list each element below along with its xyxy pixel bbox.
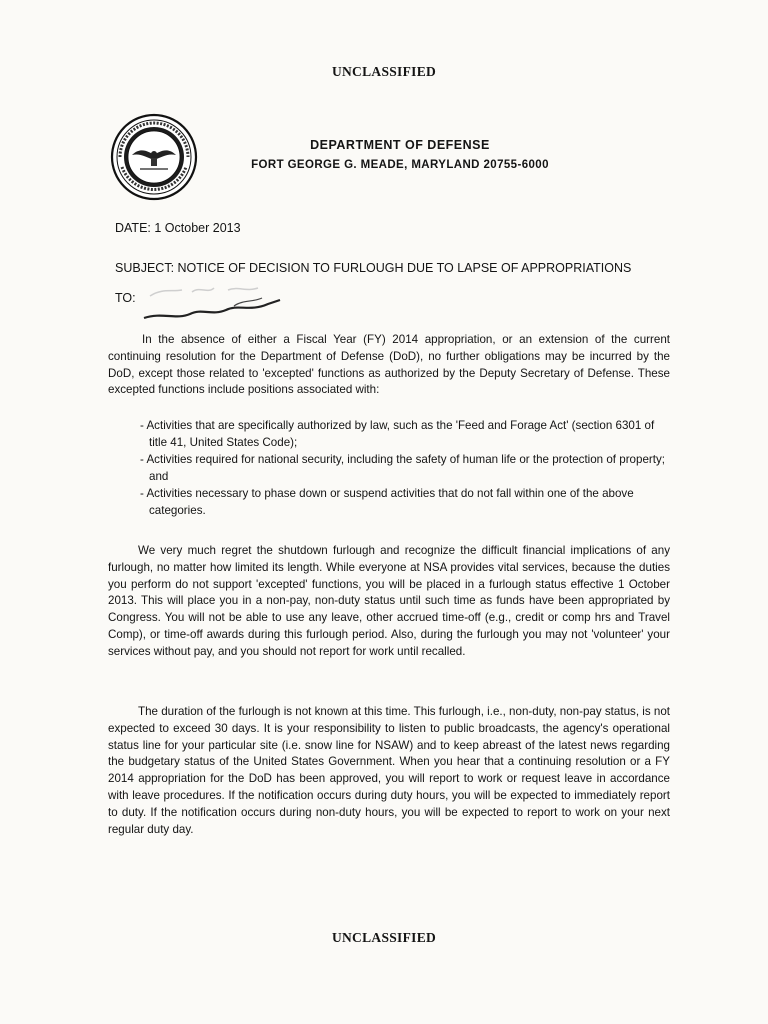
subject-line — [115, 261, 631, 275]
paragraph-2: We very much regret the shutdown furlough and recognize the difficult financial implications of any furlough, no matter how limited its length. While everyone at NSA provides vital services, because the duties you perform do not support 'excepted' functions, you will be placed in a furlough status effective 1 October 2013. This will place you in a non-pay, non-duty status until such time as funds have been appropriated by Congress. You will not be able to use any leave, other accrued time-off (e.g., credit or comp hrs and Travel Comp), or time-off awards during this furlough period. Also, during the furlough you may not 'volunteer' your services without pay, and you should not report for work until recalled. — [108, 544, 670, 658]
header-address: FORT GEORGE G. MEADE, MARYLAND 20755-6000 — [251, 159, 549, 171]
date-line — [115, 221, 241, 235]
paragraph-1: In the absence of either a Fiscal Year (FY) 2014 appropriation, or an extension of the current continuing resolution for the Department of Defense (DoD), no further obligations may be incurred by the DoD, except those related to 'excepted' functions as authorized by the Deputy Secretary of Defense. These excepted functions include positions associated with: — [108, 333, 670, 397]
list-item: - Activities necessary to phase down or suspend activities that do not fall within one of the above categories. — [140, 487, 634, 517]
subject-label: SUBJECT: — [115, 261, 175, 275]
redacted-recipient-scribble — [142, 282, 292, 326]
date-value: 1 October 2013 — [154, 221, 241, 235]
to-line — [115, 291, 136, 305]
to-label: TO: — [115, 291, 136, 305]
excepted-functions-list — [140, 418, 670, 520]
list-item: - Activities required for national security, including the safety of human life or the protection of property; and — [140, 453, 665, 483]
classification-marking-bottom: UNCLASSIFIED — [331, 930, 437, 945]
header-org: DEPARTMENT OF DEFENSE — [310, 138, 490, 152]
paragraph-3: The duration of the furlough is not known at this time. This furlough, i.e., non-duty, non-pay status, is not expected to exceed 30 days. It is your responsibility to listen to public broadcasts, the agency's operational status line for your particular site (i.e. snow line for NSAW) and to keep abreast of the latest news regarding the budgetary status of the United States Government. When you hear that a continuing resolution or a FY 2014 appropriation for the DoD has been approved, you will report to work or request leave in accordance with leave procedures. If the notification occurs during duty hours, you will be expected to immediately report to duty. If the notification occurs during non-duty hours, you will be expected to report to work on your next regular duty day. — [108, 705, 670, 836]
subject-value: NOTICE OF DECISION TO FURLOUGH DUE TO LAPSE OF APPROPRIATIONS — [177, 261, 632, 275]
dod-seal-icon — [110, 113, 198, 201]
list-item: - Activities that are specifically authorized by law, such as the 'Feed and Forage Act' (section 6301 of title 41, United States Code); — [140, 419, 655, 449]
date-label: DATE: — [115, 221, 151, 235]
classification-marking-top: UNCLASSIFIED — [331, 64, 437, 79]
